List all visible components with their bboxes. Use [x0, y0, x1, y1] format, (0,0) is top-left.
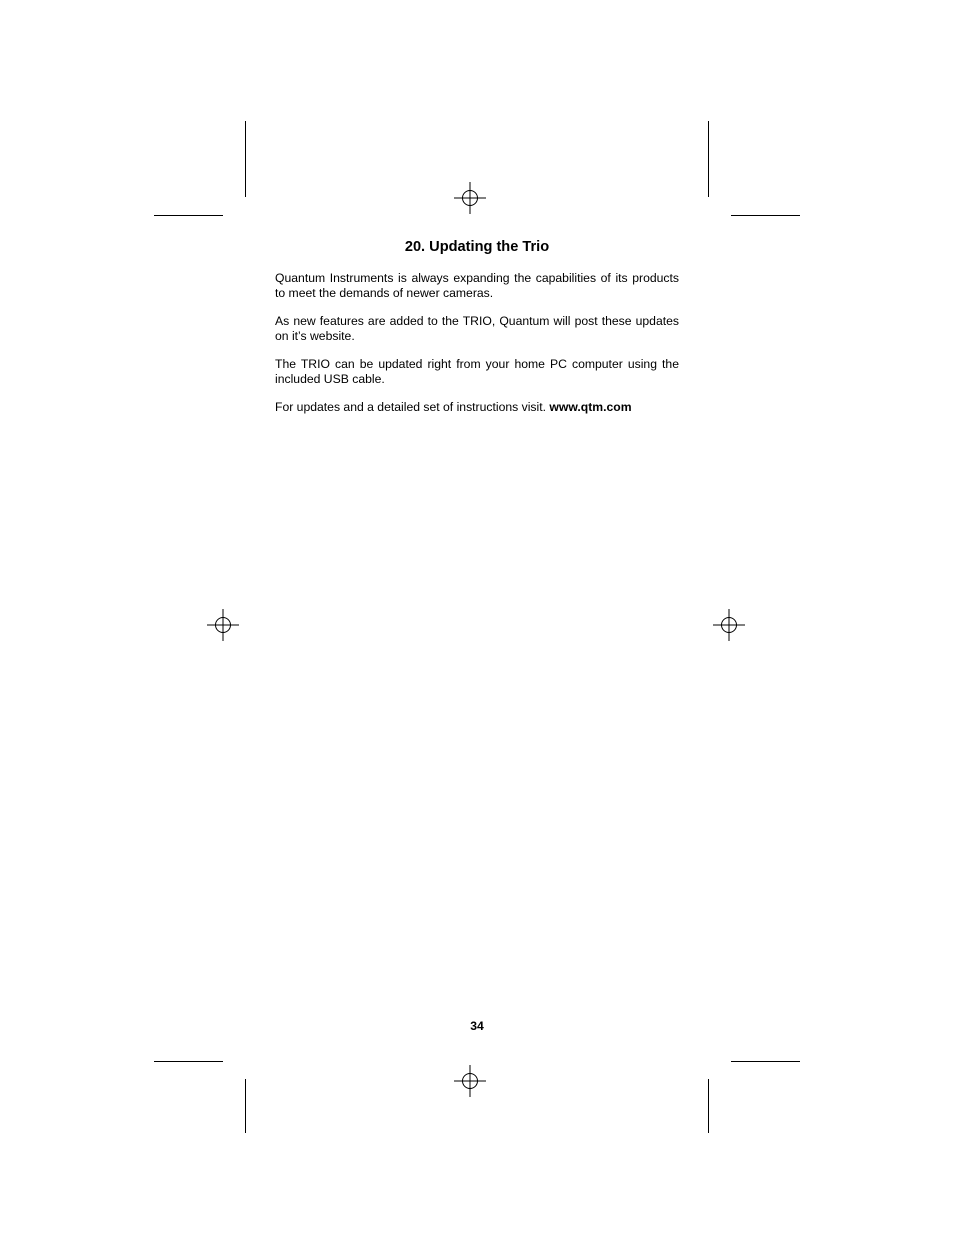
- paragraph-new-features: As new features are added to the TRIO, Quantum will post these updates on it’s website.: [275, 314, 679, 343]
- page-content: [275, 238, 679, 429]
- paragraph-instructions: [275, 400, 679, 415]
- crop-mark-top-left-vertical: [245, 121, 246, 197]
- crop-mark-bottom-right-horizontal: [731, 1061, 800, 1062]
- crop-mark-top-left-horizontal: [154, 215, 223, 216]
- registration-mark-bottom-icon: [454, 1065, 486, 1097]
- paragraph-capabilities: Quantum Instruments is always expanding the capabilities of its products to meet the demands of newer cameras.: [275, 271, 679, 300]
- crop-mark-bottom-left-vertical: [245, 1079, 246, 1133]
- crop-mark-bottom-left-horizontal: [154, 1061, 223, 1062]
- registration-mark-right-icon: [713, 609, 745, 641]
- crop-mark-top-right-vertical: [708, 121, 709, 197]
- registration-mark-left-icon: [207, 609, 239, 641]
- registration-mark-top-icon: [454, 182, 486, 214]
- website-link[interactable]: www.qtm.com: [549, 400, 632, 414]
- section-title: 20. Updating the Trio: [404, 239, 550, 255]
- instructions-text: For updates and a detailed set of instructions visit.: [275, 400, 550, 414]
- page-number: 34: [470, 1019, 484, 1033]
- crop-mark-top-right-horizontal: [731, 215, 800, 216]
- crop-mark-bottom-right-vertical: [708, 1079, 709, 1133]
- paragraph-usb-update: The TRIO can be updated right from your home PC computer using the included USB cable.: [275, 357, 679, 386]
